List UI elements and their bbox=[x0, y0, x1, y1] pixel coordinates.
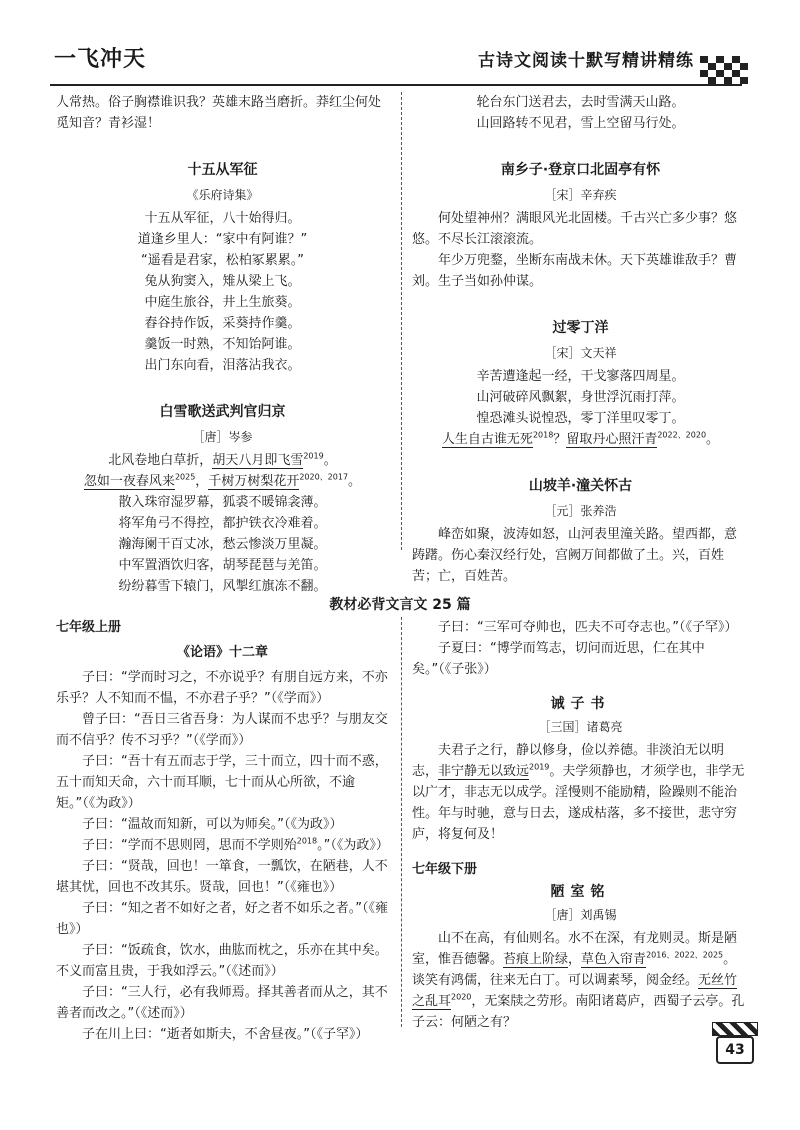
exam-year: 2019 bbox=[303, 451, 324, 461]
exam-underline: 留取丹心照汗青 bbox=[566, 432, 658, 447]
analects-paragraph: 子夏曰：“博学而笃志，切问而近思，仁在其中矣。”（《子张》） bbox=[412, 641, 705, 677]
analects-paragraph: 子曰：“饭疏食，饮水，曲肱而枕之，乐亦在其中矣。不义而富且贵，于我如浮云。”（《述而》） bbox=[56, 943, 388, 979]
essay-author: ［唐］刘禹锡 bbox=[544, 908, 617, 922]
analects-paragraph bbox=[56, 835, 389, 856]
poem-line: 舂谷持作饭，采葵持作羹。 bbox=[144, 316, 301, 331]
analects-paragraph: 子曰：“三军可夺帅也，匹夫不可夺志也。”（《子罕》） bbox=[438, 620, 738, 635]
essay-author: ［三国］诸葛亮 bbox=[538, 720, 623, 734]
poem-line: 兔从狗窦入，雉从梁上飞。 bbox=[144, 274, 301, 289]
exam-underline: 草色入帘青 bbox=[581, 952, 647, 967]
essay-title: 诫子书 bbox=[550, 696, 611, 712]
poem-line: 十五从军征，八十始得归。 bbox=[144, 211, 301, 226]
exam-underline: 非宁静无以致远 bbox=[438, 764, 530, 779]
column-divider bbox=[401, 92, 402, 550]
poem-line: 羹饭一时熟，不知饴阿谁。 bbox=[144, 337, 301, 352]
line-text: 。 bbox=[706, 432, 720, 447]
exam-year: 2020、2017 bbox=[299, 472, 349, 482]
text-title: 《论语》十二章 bbox=[176, 645, 268, 660]
para-text: 夫君子之行，静以修身，俭以养德。非淡泊无以明志， bbox=[412, 743, 725, 779]
grade-label: 七年级下册 bbox=[412, 862, 478, 877]
poem-title: 山坡羊·潼关怀古 bbox=[528, 478, 633, 494]
para-text: 山不在高，有仙则名。水不在深，有龙则灵。斯是陋室，惟吾德馨。 bbox=[412, 931, 738, 967]
poem-line bbox=[56, 450, 389, 471]
poem-line: 将军角弓不得控，都护铁衣冷难着。 bbox=[118, 516, 327, 531]
poem-author: ［元］张养浩 bbox=[544, 504, 617, 518]
poem-line: 辛苦遭逢起一经，干戈寥落四周星。 bbox=[476, 369, 685, 384]
exam-underline: 无丝竹之乱耳 bbox=[412, 973, 738, 1009]
para-text: 。谈笑有鸿儒，往来无白丁。可以调素琴，阅金经。 bbox=[412, 952, 737, 988]
poem-title: 南乡子·登京口北固亭有怀 bbox=[500, 162, 661, 178]
grade-label: 七年级上册 bbox=[56, 620, 122, 635]
exam-year: 2025 bbox=[174, 472, 196, 482]
analects-paragraph: 子曰：“学而时习之，不亦说乎？有朋自远方来，不亦乐乎？人不知而不愠，不亦君子乎？”（《学而》） bbox=[56, 670, 388, 706]
column-divider bbox=[401, 617, 402, 1027]
poem-line: 瀚海阑干百丈冰，愁云惨淡万里凝。 bbox=[118, 537, 327, 552]
line-text: ？ bbox=[553, 432, 567, 447]
poem-line: 出门东向看，泪落沾我衣。 bbox=[144, 358, 301, 373]
analects-paragraph: 子在川上曰：“逝者如斯夫，不舍昼夜。”（《子罕》） bbox=[82, 1027, 369, 1042]
poem-line bbox=[412, 429, 749, 450]
poem-title: 过零丁洋 bbox=[552, 320, 609, 336]
poem-paragraph: 峰峦如聚，波涛如怒，山河表里潼关路。望西都，意踌躇。伤心秦汉经行处，宫阙万间都做了土。兴，百姓苦；亡，百姓苦。 bbox=[412, 527, 738, 584]
poem-line: “遥看是君家，松柏冢累累。” bbox=[141, 253, 304, 268]
header-title: 古诗文阅读十默写精讲精练 bbox=[478, 51, 694, 71]
exam-year: 2022、2020 bbox=[657, 430, 707, 440]
poem-line bbox=[56, 471, 389, 492]
analects-paragraph: 子曰：“吾十有五而志于学，三十而立，四十而不惑，五十而知天命，六十而耳顺，七十而从心所欲，不逾矩。”（《为政》） bbox=[56, 754, 388, 811]
bottom-left-column bbox=[56, 617, 389, 1045]
poem-line: 中军置酒饮归客，胡琴琵琶与羌笛。 bbox=[118, 558, 327, 573]
analects-paragraph: 子曰：“知之者不如好之者，好之者不如乐之者。”（《雍也》） bbox=[56, 901, 388, 937]
poem-line: 山回路转不见君，雪上空留马行处。 bbox=[476, 116, 685, 131]
para-text: 。”（《为政》） bbox=[317, 838, 389, 853]
poem-title: 十五从军征 bbox=[187, 162, 258, 178]
poem-author: ［宋］辛弃疾 bbox=[544, 188, 617, 202]
essay-paragraph bbox=[412, 740, 749, 845]
exam-year: 2016、2022、2025 bbox=[646, 950, 724, 960]
poem-line: 轮台东门送君去，去时雪满天山路。 bbox=[476, 95, 685, 110]
exam-underline: 苔痕上阶绿 bbox=[503, 952, 569, 967]
exam-year: 2018 bbox=[296, 836, 318, 846]
poem-line: 纷纷暮雪下辕门，风掣红旗冻不翻。 bbox=[118, 579, 327, 594]
poem-paragraph: 年少万兜鍪，坐断东南战未休。天下英雄谁敌手？曹刘。生子当如孙仲谋。 bbox=[412, 253, 738, 289]
poem-author: ［唐］岑参 bbox=[192, 430, 253, 444]
analects-paragraph: 曾子曰：“吾日三省吾身：为人谋而不忠乎？与朋友交而不信乎？传不习乎？”（《学而》） bbox=[56, 712, 388, 748]
para-text: ，无案牍之劳形。南阳诸葛庐，西蜀子云亭。孔子云：何陋之有？ bbox=[412, 994, 745, 1030]
poem-line: 中庭生旅谷，井上生旅葵。 bbox=[144, 295, 301, 310]
analects-paragraph: 子曰：“温故而知新，可以为师矣。”（《为政》） bbox=[82, 817, 343, 832]
para-text: 子曰：“学而不思则罔，思而不学则殆 bbox=[82, 838, 297, 853]
exam-year: 2020 bbox=[451, 992, 472, 1002]
poem-line: 惶恐滩头说惶恐，零丁洋里叹零丁。 bbox=[476, 411, 685, 426]
exam-year: 2019 bbox=[529, 762, 550, 772]
page-number: 43 bbox=[716, 1036, 754, 1064]
para-text: ， bbox=[568, 952, 582, 967]
top-right-column bbox=[412, 92, 749, 587]
poem-line: 道逢乡里人：“家中有阿谁？” bbox=[137, 232, 308, 247]
header-rule bbox=[50, 84, 742, 86]
page-number-badge bbox=[712, 1022, 756, 1064]
bottom-right-column bbox=[412, 617, 749, 1033]
line-text: 。 bbox=[348, 474, 362, 489]
line-text: ， bbox=[195, 474, 209, 489]
prose-continuation: 人常热。俗子胸襟谁识我？英雄末路当磨折。莽红尘何处觅知音？青衫湿！ bbox=[56, 95, 382, 131]
checker-decoration bbox=[700, 56, 748, 84]
poem-title: 白雪歌送武判官归京 bbox=[159, 404, 286, 420]
analects-paragraph: 子曰：“贤哉，回也！一箪食，一瓢饮，在陋巷，人不堪其忧，回也不改其乐。贤哉，回也！”（《雍也》） bbox=[56, 859, 388, 895]
poem-line: 山河破碎风飘絮，身世浮沉雨打萍。 bbox=[476, 390, 685, 405]
para-text: 。夫学须静也，才须学也，非学无以广才，非志无以成学。淫慢则不能励精，险躁则不能治性。年与时驰，意与日去，遂成枯落，多不接世，悲守穷庐，将复何及！ bbox=[412, 764, 745, 842]
exam-underline: 人生自古谁无死 bbox=[441, 432, 533, 447]
line-text: 北风卷地白草折， bbox=[108, 453, 213, 468]
brand-logo: 一飞冲天 bbox=[54, 46, 147, 72]
poem-line: 散入珠帘湿罗幕，狐裘不暖锦衾薄。 bbox=[118, 495, 327, 510]
line-text: 。 bbox=[323, 453, 337, 468]
essay-title: 陋室铭 bbox=[550, 884, 611, 900]
exam-year: 2018 bbox=[532, 430, 554, 440]
section-title: 教材必背文言文 25 篇 bbox=[329, 597, 471, 613]
poem-paragraph: 何处望神州？满眼风光北固楼。千古兴亡多少事？悠悠。不尽长江滚滚流。 bbox=[412, 211, 738, 247]
analects-paragraph: 子曰：“三人行，必有我师焉。择其善者而从之，其不善者而改之。”（《述而》） bbox=[56, 985, 388, 1021]
top-left-column bbox=[56, 92, 389, 597]
essay-paragraph bbox=[412, 928, 749, 1033]
exam-underline: 胡天八月即飞雪 bbox=[212, 453, 304, 468]
poem-author: ［宋］文天祥 bbox=[544, 346, 617, 360]
exam-underline: 忽如一夜春风来 bbox=[83, 474, 175, 489]
poem-author: 《乐府诗集》 bbox=[186, 188, 259, 202]
stripe-decoration bbox=[712, 1022, 758, 1036]
exam-underline: 千树万树梨花开 bbox=[208, 474, 300, 489]
